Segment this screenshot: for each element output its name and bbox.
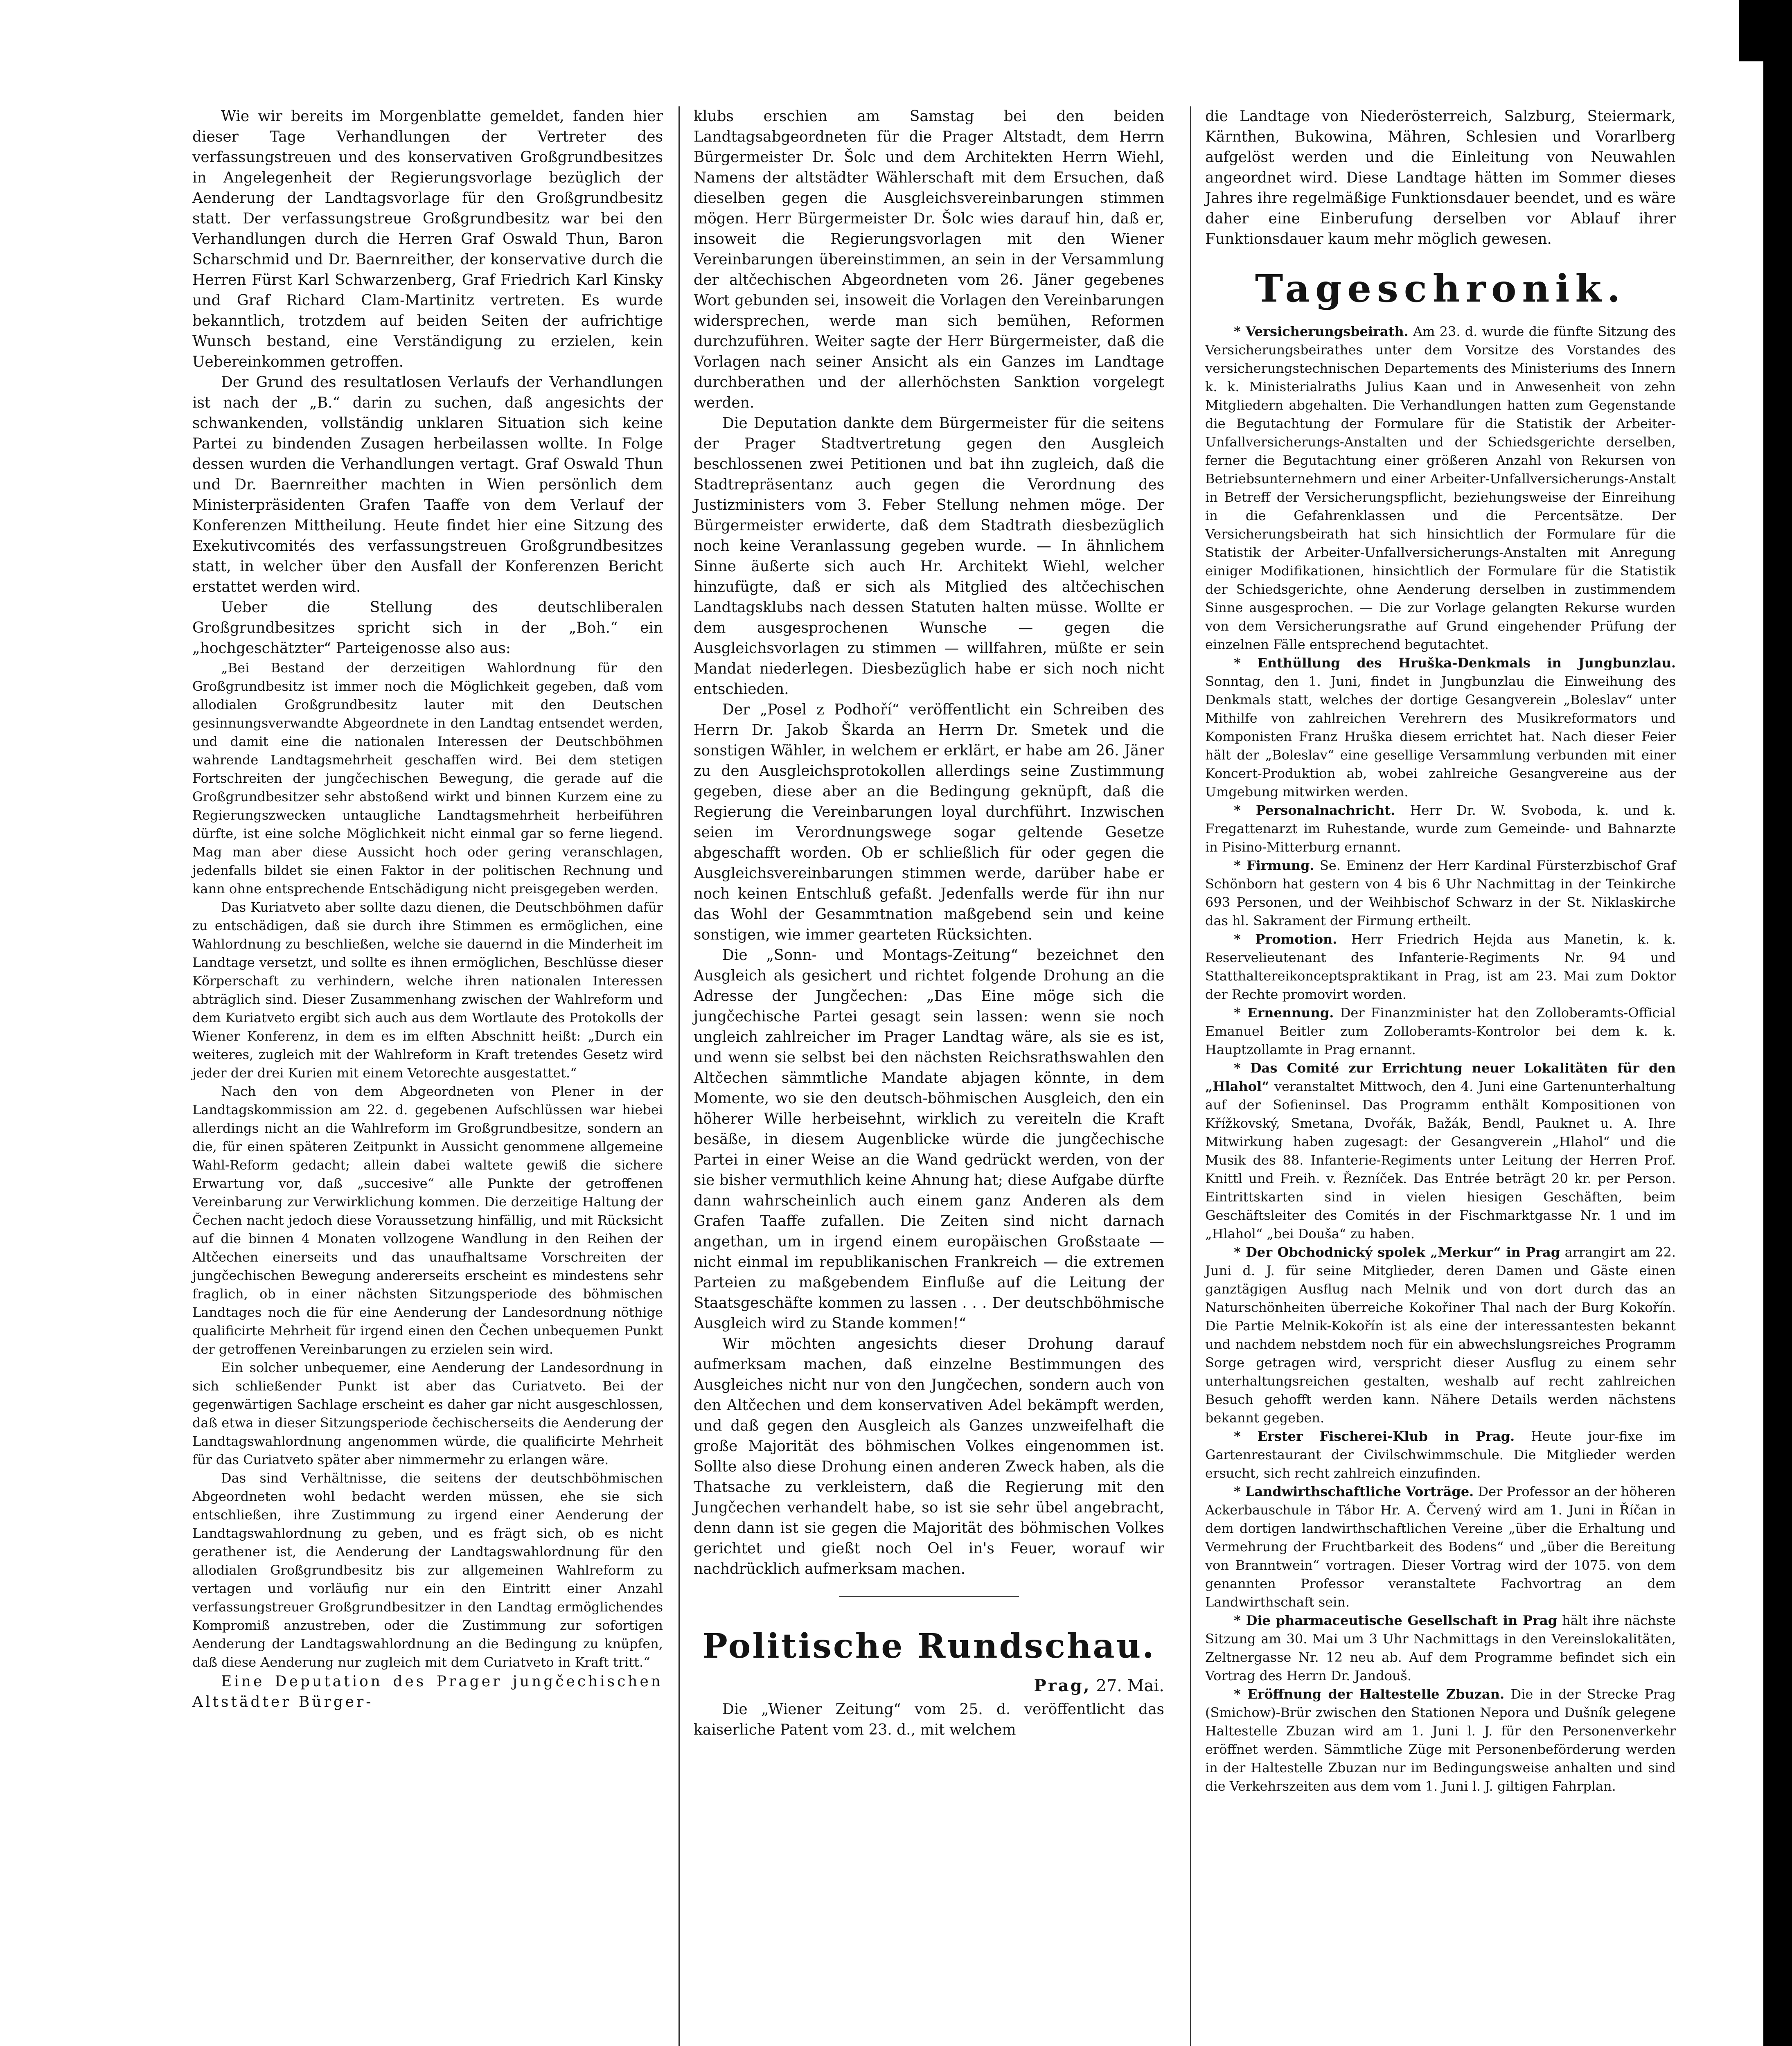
news-item-heading: * Ernennung. [1234, 1005, 1334, 1021]
news-item [1205, 1059, 1676, 1243]
newspaper-page [192, 106, 1682, 2046]
section-divider [839, 1596, 1019, 1597]
section-heading-politische-rundschau: Politische Rundschau. [702, 1627, 1156, 1666]
article-paragraph: Die Deputation dankte dem Bürgermeister für die seitens der Prager Stadtvertretung gegen den Ausgleich beschlossenen zwei Petitionen und bat ihn zugleich, daß die Stadtrepräsentanz auch gegen die Verordnung des Justizministers vom 3. Feber Stellung nehmen möge. Der Bürgermeister erwiderte, daß dem Stadtrath diesbezüglich noch keine Veranlassung gegeben wurde. — In ähnlichem Sinne äußerte sich auch Hr. Architekt Wiehl, welcher hinzufügte, daß er sich als Mitglied des altčechischen Landtagsklubs nach dessen Statuten halten müsse. Wollte er dem ausgesprochenen Wunsche — gegen die Ausgleichsvorlagen zu stimmen — willfahren, müßte er sein Mandat niederlegen. Diesbezüglich habe er sich noch nicht entschieden. [694, 415, 1164, 698]
news-item-text: Am 23. d. wurde die fünfte Sitzung des Versicherungsbeirathes unter dem Vorsitze des Vorstandes des versicherungstechnischen Departements des Ministeriums des Innern k. k. Ministerialraths Julius Kaan und in Anwesenheit von zehn Mitgliedern abgehalten. Die Verhandlungen hatten zum Gegenstande die Begutachtung der Formulare für die Statistik der Arbeiter-Unfallversicherungs-Anstalten und der Schiedsgerichte derselben, ferner die Begutachtung einer größeren Anzahl von Rekursen von Betriebsunternehmern und einer Arbeiter-Unfallversicherungs-Anstalt in Betreff der Versicherungspflicht, beziehungsweise der Einreihung in die Gefahrenklassen und die Percentsätze. Der Versicherungsbeirath hat sich hinsichtlich der Formulare für die Statistik der Arbeiter-Unfallversicherungs-Anstalten mit Anregung einiger Modifikationen, hinsichtlich der Formulare für die Statistik der Schiedsgerichte, ohne Aenderung derselben in zustimmendem Sinne ausgesprochen. — Die zur Vorlage gelangten Rekurse wurden von dem Versicherungsrathe auf Grund eingehender Prüfung der einzelnen Fälle entsprechend begutachtet. [1205, 324, 1676, 652]
news-item-heading: * Landwirthschaftliche Vorträge. [1234, 1484, 1474, 1499]
news-item [1205, 1483, 1676, 1611]
article-paragraph: die Landtage von Niederösterreich, Salzburg, Steiermark, Kärnthen, Bukowina, Mähren, Schlesien und Vorarlberg aufgelöst werden und die Einleitung von Neuwahlen angeordnet wird. Diese Landtage hätten im Sommer dieses Jahres ihre regelmäßige Funktionsdauer beendet, und es wäre daher eine Einberufung derselben vor Ablauf ihrer Funktionsdauer kaum mehr möglich gewesen. [1205, 108, 1676, 248]
quote-paragraph: Das sind Verhältnisse, die seitens der deutschböhmischen Abgeordneten wohl bedacht werden müssen, ehe sie sich entschließen, ihre Zustimmung zu irgend einer Aenderung der Landtagswahlordnung zu geben, und es frägt sich, ob es nicht gerathener ist, die Aenderung der Landtagswahlordnung für den allodialen Großgrundbesitz bis zur allgemeinen Wahlreform zu vertagen und vorläufig nur ein den Eintritt einer Anzahl verfassungstreuer Großgrundbesitzer in den Landtag ermöglichendes Kompromiß anzustreben, oder die Zustimmung zur sofortigen Aenderung der Landtagswahlordnung an die Bedingung zu knüpfen, daß diese Aenderung nur zugleich mit dem Curiatveto in Kraft tritt.“ [192, 1470, 663, 1670]
article-paragraph: Ueber die Stellung des deutschliberalen Großgrundbesitzes spricht sich in der „Boh.“ ein „hochgeschätzter“ Parteigenosse also aus: [192, 599, 663, 657]
article-paragraph: Die „Wiener Zeitung“ vom 25. d. veröffentlicht das kaiserliche Patent vom 23. d., mit welchem [694, 1701, 1164, 1738]
news-item-text: Die in der Strecke Prag (Smichow)-Brür zwischen den Stationen Nepora und Dušník gelegene Haltestelle Zbuzan wird am 1. Juni l. J. für den Personenverkehr eröffnet werden. Sämmtliche Züge mit Personenbeförderung werden in der Haltestelle Zbuzan nur im Bedingungsweise anhalten und sind die Verkehrszeiten aus dem vom 1. Juni l. J. giltigen Fahrplan. [1205, 1686, 1676, 1794]
news-item-text: Heute jour-fixe im Gartenrestaurant der Civilschwimmschule. Die Mitglieder werden ersucht, sich recht zahlreich einzufinden. [1205, 1429, 1676, 1481]
news-item-heading: * Erster Fischerei-Klub in Prag. [1234, 1429, 1515, 1444]
news-item-heading: * Versicherungsbeirath. [1234, 324, 1409, 339]
news-item-text: Der Professor an der höheren Ackerbauschule in Tábor Hr. A. Červený wird am 1. Juni in Říčan in dem dortigen landwirthschaftlichen Vereine „über die Erhaltung und Vermehrung der Fruchtbarkeit des Bodens“ und „über die Bereitung von Branntwein“ vortragen. Dieser Vortrag wird der 1075. von dem genannten Professor veranstaltete Fachvortrag an dem Landwirthschaft sein. [1205, 1484, 1676, 1610]
news-item-text: Herr Dr. W. Svoboda, k. und k. Fregattenarzt im Ruhestande, wurde zum Gemeinde- und Bahnarzte in Pisino-Mitterburg ernannt. [1205, 802, 1676, 855]
news-item-heading: * Enthüllung des Hruška-Denkmals in Jungbunzlau. [1234, 655, 1676, 671]
news-item-heading: * Das Comité zur Errichtung neuer Lokalitäten für den „Hlahol“ [1205, 1060, 1676, 1094]
dateline [694, 1675, 1164, 1697]
news-item-heading: * Firmung. [1234, 858, 1314, 873]
quote-paragraph: Nach den von dem Abgeordneten von Plener in der Landtagskommission am 22. d. gegebenen Aufschlüssen war hiebei allerdings nicht an die Wahlreform im Großgrundbesitze, sondern an die, für einen späteren Zeitpunkt in Aussicht genommene allgemeine Wahl-Reform gedacht; allein dabei waltete gewiß die sichere Erwartung vor, daß „succesive“ alle Punkte der getroffenen Vereinbarung zur Verwirklichung kommen. Die derzeitige Haltung der Čechen nacht jedoch diese Voraussetzung hinfällig, und mit Rücksicht auf die binnen 4 Monaten vollzogene Wandlung in den Reihen der Altčechen einerseits und das unaufhaltsame Vorschreiten der jungčechischen Bewegung andererseits erscheint es mindestens sehr fraglich, ob in einer nächsten Sitzungsperiode des böhmischen Landtages noch die für eine Aenderung der Landesordnung nöthige qualificirte Mehrheit für irgend einen den Čechen unbequemen Punkt der getroffenen Vereinbarungen zu erzielen sein wird. [192, 1084, 663, 1357]
news-item [1205, 1685, 1676, 1796]
section-heading-tageschronik: Tageschronik. [1255, 266, 1626, 311]
column-3 [1205, 106, 1676, 1796]
column-1 [192, 106, 663, 1713]
dateline-city: Prag, [1034, 1676, 1091, 1695]
news-item-text: Herr Friedrich Hejda aus Manetin, k. k. Reservelieutenant des Infanterie-Regiments Nr. 94 und Statthaltereikonceptspraktikant in Prag, ist am 23. Mai zum Doktor der Rechte promovirt worden. [1205, 931, 1676, 1002]
column-2 [694, 106, 1164, 1740]
news-item [1205, 801, 1676, 856]
article-paragraph: Der „Posel z Podhoří“ veröffentlicht ein Schreiben des Herrn Dr. Jakob Škarda an Herrn Dr. Smetek und die sonstigen Wähler, in welchem er erklärt, er habe am 26. Jäner zu den Ausgleichsprotokollen allerdings seine Zustimmung gegeben, diese aber an die Bedingung geknüpft, daß die Regierung die Vereinbarungen loyal durchführt. Inzwischen seien im Verordnungswege sogar geltende Gesetze abgeschafft worden. Ob er schließlich für oder gegen die Ausgleichsvereinbarungen stimmen werde, darüber habe er noch keinen Entschluß gefaßt. Jedenfalls werde für ihn nur das Wohl der Gesammtnation maßgebend sein und keine sonstigen, wie immer gearteten Rücksichten. [694, 701, 1164, 943]
column-rule [678, 106, 680, 2046]
column-rule [1190, 106, 1191, 2046]
news-item-heading: * Promotion. [1234, 931, 1337, 947]
news-item [1205, 322, 1676, 654]
news-item-text: veranstaltet Mittwoch, den 4. Juni eine Gartenunterhaltung auf der Sofieninsel. Das Programm enthält Kompositionen von Křížkovský, Smetana, Dvořák, Bažák, Bendl, Pauknet u. A. Ihre Mitwirkung haben zugesagt: der Gesangverein „Hlahol“ und die Musik des 88. Infanterie-Regiments unter Leitung der Herren Prof. Knittl und Freih. v. Řezníček. Das Entrée beträgt 20 kr. per Person. Eintrittskarten sind in vielen hiesigen Geschäften, beim Geschäftsleiter des Comités in der Fischmarktgasse Nr. 1 und im „Hlahol“ „bei Douša“ zu haben. [1205, 1079, 1676, 1242]
news-item-text: hält ihre nächste Sitzung am 30. Mai um 3 Uhr Nachmittags in den Vereinslokalitäten, Zeltnergasse Nr. 12 neu ab. Auf dem Programme befindet sich ein Vortrag des Herrn Dr. Jandouš. [1205, 1613, 1676, 1683]
scan-border-right [1763, 0, 1792, 2046]
article-paragraph: Der Grund des resultatlosen Verlaufs der Verhandlungen ist nach der „B.“ darin zu suchen, daß angesichts der schwankenden, vollständig unklaren Situation sich keine Partei zu bindenden Zusagen herbeilassen wollte. In Folge dessen wurden die Verhandlungen vertagt. Graf Oswald Thun und Dr. Baernreither machten in Wien persönlich dem Ministerpräsidenten Grafen Taaffe von dem Verlauf der Konferenzen Mittheilung. Heute findet hier eine Sitzung des Exekutivcomités des verfassungstreuen Großgrundbesitzes statt, in welcher über den Ausfall der Konferenzen Bericht erstattet werden wird. [192, 374, 663, 595]
news-item-heading: * Eröffnung der Haltestelle Zbuzan. [1234, 1686, 1505, 1702]
news-item [1205, 1004, 1676, 1059]
news-item [1205, 1243, 1676, 1427]
quote-paragraph: „Bei Bestand der derzeitigen Wahlordnung für den Großgrundbesitz ist immer noch die Möglichkeit gegeben, daß vom allodialen Großgrundbesitz lauter mit den Deutschen gesinnungsverwandte Abgeordnete in den Landtag entsendet werden, und damit eine die nationalen Interessen der Deutschböhmen wahrende Landtagsmehrheit geschaffen wird. Bei dem stetigen Fortschreiten der jungčechischen Bewegung, die gerade auf die Großgrundbesitzer sehr abstoßend wirkt und binnen Kurzem eine zu Regierungszwecken untaugliche Landtagsmehrheit herbeiführen dürfte, ist eine solche Möglichkeit nicht einmal gar so ferne liegend. Mag man aber diese Aussicht hoch oder gering veranschlagen, jedenfalls bildet sie einen Faktor in der politischen Rechnung und kann ohne entsprechende Entschädigung nicht preisgegeben werden. [192, 660, 663, 897]
news-item [1205, 856, 1676, 930]
article-paragraph: klubs erschien am Samstag bei den beiden Landtagsabgeordneten für die Prager Altstadt, dem Herrn Bürgermeister Dr. Šolc und dem Architekten Herrn Wiehl, Namens der altstädter Wählerschaft mit dem Ersuchen, daß dieselben gegen die Ausgleichsvereinbarungen stimmen mögen. Herr Bürgermeister Dr. Šolc wies darauf hin, daß er, insoweit die Regierungsvorlagen mit den Wiener Vereinbarungen übereinstimmen, an sein in der Versammlung der altčechischen Abgeordneten vom 26. Jäner gegebenes Wort gebunden sei, insoweit die Vorlagen den Vereinbarungen widersprechen, werde man sich bemühen, Reformen durchzuführen. Weiter sagte der Herr Bürgermeister, daß die Vorlagen nach seiner Ansicht als ein Ganzes im Landtage durchberathen und der allerhöchsten Sanktion vorgelegt werden. [694, 108, 1164, 411]
news-item-text: Sonntag, den 1. Juni, findet in Jungbunzlau die Einweihung des Denkmals statt, welches der dortige Gesangverein „Boleslav“ unter Mithilfe von zahlreichen Verehrern des Musikreformators und Komponisten Franz Hruška diesem errichtet hat. Nach dieser Feier hält der „Boleslav“ eine gesellige Versammlung verbunden mit einer Koncert-Produktion ab, wobei zahlreiche Gesangvereine aus der Umgebung mitwirken werden. [1205, 674, 1676, 800]
article-paragraph: Wie wir bereits im Morgenblatte gemeldet, fanden hier dieser Tage Verhandlungen der Vertreter des verfassungstreuen und des konservativen Großgrundbesitzes in Angelegenheit der Regierungsvorlage bezüglich der Aenderung der Landtagsvorlage für den Großgrundbesitz statt. Der verfassungstreue Großgrundbesitz war bei den Verhandlungen durch die Herren Graf Oswald Thun, Baron Scharschmid und Dr. Baernreither, der konservative durch die Herren Fürst Karl Schwarzenberg, Graf Friedrich Karl Kinsky und Graf Richard Clam-Martinitz vertreten. Es wurde bekanntlich, trotzdem auf beiden Seiten der aufrichtige Wunsch bestand, eine Verständigung zu erzielen, kein Uebereinkommen getroffen. [192, 108, 663, 370]
news-item-heading: * Die pharmaceutische Gesellschaft in Prag [1234, 1613, 1558, 1628]
news-item [1205, 654, 1676, 801]
quote-paragraph: Ein solcher unbequemer, eine Aenderung der Landesordnung in sich schließender Punkt ist aber das Curiatveto. Bei der gegenwärtigen Sachlage erscheint es daher gar nicht ausgeschlossen, daß etwa in dieser Sitzungsperiode čechischerseits die Aenderung der Landtagswahlordnung angenommen würde, die qualificirte Mehrheit für das Curiatveto später aber nimmermehr zu erlangen wäre. [192, 1360, 663, 1467]
dateline-date: 27. Mai. [1096, 1676, 1164, 1695]
news-item-text: arrangirt am 22. Juni d. J. für seine Mitglieder, deren Damen und Gäste einen ganztägigen Ausflug nach Melnik und von dort durch das an Naturschönheiten überreiche Kokořiner Thal nach der Burg Kokořín. Die Partie Melnik-Kokořín ist als eine der interessantesten bekannt und nachdem nebstdem noch für ein abwechslungsreiches Programm Sorge getragen wird, verspricht dieser Ausflug zu einem sehr unterhaltungsreichen gestalten, weshalb auf recht zahlreichen Besuch gehofft werden kann. Nähere Details werden nächstens bekannt gegeben. [1205, 1244, 1676, 1426]
news-item-text: Se. Eminenz der Herr Kardinal Fürsterzbischof Graf Schönborn hat gestern von 4 bis 6 Uhr Nachmittag in der Teinkirche 693 Personen, und der Weihbischof Schwarz in der St. Niklaskirche das hl. Sakrament der Firmung ertheilt. [1205, 858, 1676, 928]
news-item-heading: * Der Obchodnický spolek „Merkur“ in Prag [1234, 1244, 1560, 1260]
article-paragraph: Eine Deputation des Prager jungčechischen Altstädter Bürger- [192, 1673, 663, 1710]
news-item [1205, 930, 1676, 1004]
news-item-text: Der Finanzminister hat den Zolloberamts-Official Emanuel Beitler zum Zolloberamts-Kontrolor bei dem k. k. Hauptzollamte in Prag ernannt. [1205, 1005, 1676, 1057]
news-item [1205, 1427, 1676, 1483]
news-item-heading: * Personalnachricht. [1234, 802, 1395, 818]
quote-paragraph: Das Kuriatveto aber sollte dazu dienen, die Deutschböhmen dafür zu entschädigen, daß sie durch ihre Stimmen es ermöglichen, eine Wahlordnung zu beschließen, welche sie dauernd in die Minderheit im Landtage versetzt, und sollte es ihnen ermöglichen, Beschlüsse dieser Körperschaft zu verhindern, welche ihren nationalen Interessen abträglich sind. Dieser Zusammenhang zwischen der Wahlreform und dem Kuriatveto ergibt sich auch aus dem Wortlaute des Protokolls der Wiener Konferenz, in dem es im elften Abschnitt heißt: „Durch ein weiteres, zugleich mit der Wahlreform in Kraft tretendes Gesetz wird jeder der drei Kurien mit einem Vetorechte ausgestattet.“ [192, 899, 663, 1081]
article-paragraph: Wir möchten angesichts dieser Drohung darauf aufmerksam machen, daß einzelne Bestimmungen des Ausgleiches nicht nur von den Jungčechen, sondern auch von den Altčechen und dem konservativen Adel bekämpft werden, und daß gegen den Ausgleich als Ganzes unzweifelhaft die große Majorität des böhmischen Volkes eingenommen ist. Sollte also diese Drohung einen anderen Zweck haben, als die Thatsache zu verkleistern, daß die Regierung mit den Jungčechen verhandelt habe, so ist sie sehr übel angebracht, denn dann ist sie gegen die Majorität des böhmischen Volkes gerichtet und gießt noch Oel in's Feuer, worauf wir nachdrücklich aufmerksam machen. [694, 1336, 1164, 1577]
news-item [1205, 1611, 1676, 1685]
article-paragraph: Die „Sonn- und Montags-Zeitung“ bezeichnet den Ausgleich als gesichert und richtet folgende Drohung an die Adresse der Jungčechen: „Das Eine möge sich die jungčechische Partei gesagt sein lassen: wenn sie noch ungleich zahlreicher im Prager Landtag wäre, als sie es ist, und wenn sie selbst bei den nächsten Reichsrathswahlen den Altčechen sämmtliche Mandate abjagen könnte, in dem Momente, wo sie den deutsch-böhmischen Ausgleich, den ein höherer Wille herbeisehnt, wirklich zu vereiteln die Kraft besäße, in diesem Augenblicke würde die jungčechische Partei in einer Weise an die Wand gedrückt werden, von der sie bisher vermuthlich keine Ahnung hat; diese Aufgabe dürfte dann wahrscheinlich auch einem ganz Anderen als dem Grafen Taaffe zufallen. Die Zeiten sind nicht darnach angethan, um in irgend einem europäischen Großstaate — nicht einmal im republikanischen Frankreich — die extremen Parteien zu maßgebendem Einfluße auf die Leitung der Staatsgeschäfte kommen zu lassen . . . Der deutschböhmische Ausgleich wird zu Stande kommen!“ [694, 947, 1164, 1332]
